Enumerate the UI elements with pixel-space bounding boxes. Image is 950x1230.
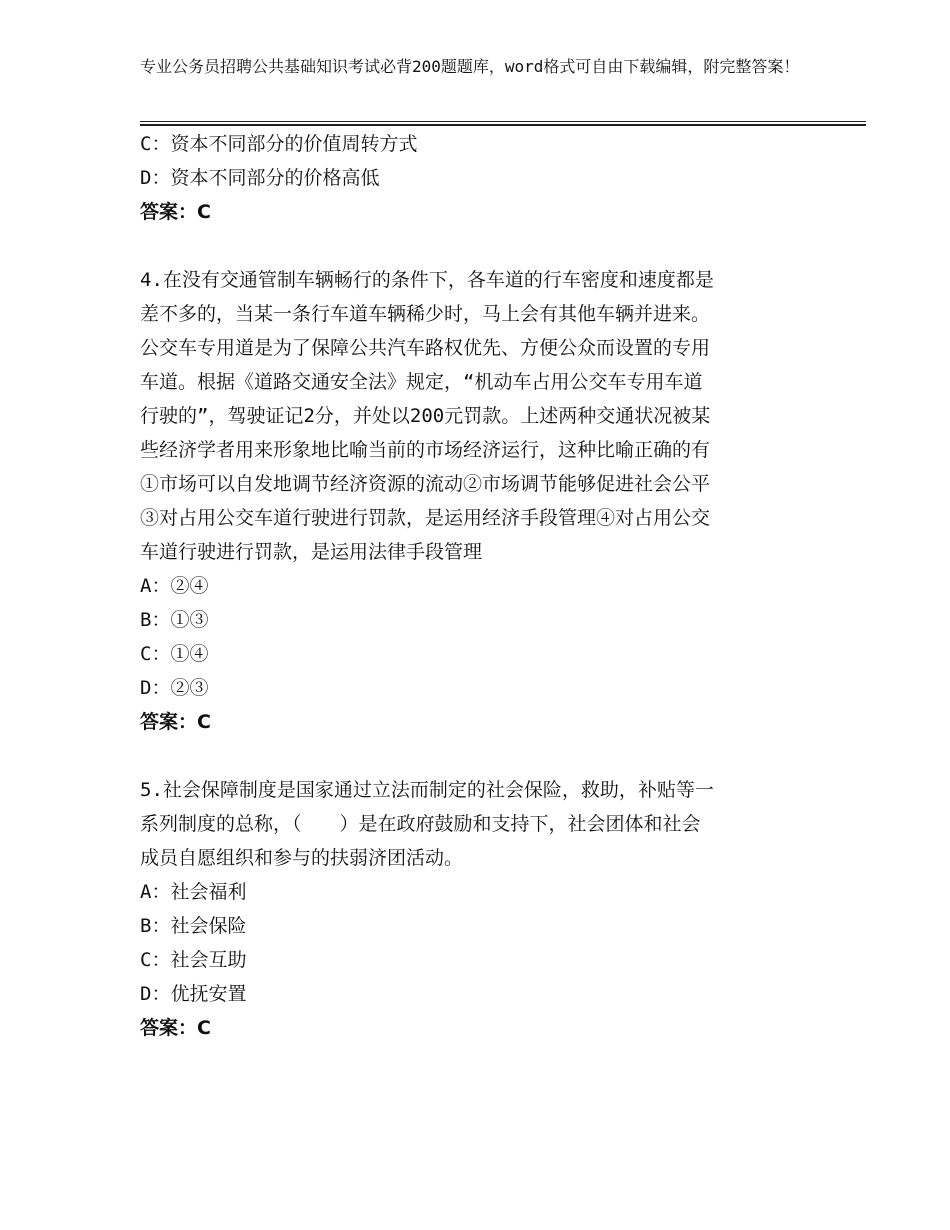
spacer: [140, 739, 820, 773]
stem-line: 系列制度的总称，（ ）是在政府鼓励和支持下，社会团体和社会: [140, 813, 701, 835]
question-4: [140, 263, 820, 739]
question-stem: [140, 773, 810, 875]
option-c: C：社会互助: [140, 949, 247, 971]
stem-line: 公交车专用道是为了保障公共汽车路权优先、方便公众而设置的专用: [140, 337, 711, 359]
option-c: C：①④: [140, 643, 209, 665]
question-3-tail: [140, 127, 820, 229]
stem-line: 4.在没有交通管制车辆畅行的条件下，各车道的行车密度和速度都是: [140, 269, 714, 291]
page-header: 专业公务员招聘公共基础知识考试必背200题题库，word格式可自由下载编辑，附完整答案！: [140, 57, 800, 76]
spacer: [140, 229, 820, 263]
option-d: D：②③: [140, 677, 209, 699]
stem-line: ①市场可以自发地调节经济资源的流动②市场调节能够促进社会公平: [140, 473, 711, 495]
answer-line: 答案：C: [140, 201, 211, 223]
option-a: A：社会福利: [140, 881, 247, 903]
stem-line: 车道行驶进行罚款，是运用法律手段管理: [140, 541, 483, 563]
option-b: B：社会保险: [140, 915, 247, 937]
stem-line: 些经济学者用来形象地比喻当前的市场经济运行，这种比喻正确的有: [140, 439, 711, 461]
question-5: [140, 773, 820, 1045]
answer-line: 答案：C: [140, 1017, 211, 1039]
option-b: B：①③: [140, 609, 209, 631]
stem-line: 差不多的，当某一条行车道车辆稀少时，马上会有其他车辆并进来。: [140, 303, 711, 325]
question-stem: [140, 263, 810, 569]
question-content: [140, 127, 820, 1045]
header-divider: [140, 121, 866, 126]
answer-line: 答案：C: [140, 711, 211, 733]
option-d: D：资本不同部分的价格高低: [140, 167, 380, 189]
option-c: C：资本不同部分的价值周转方式: [140, 133, 418, 155]
stem-line: 车道。根据《道路交通安全法》规定，“机动车占用公交车专用车道: [140, 371, 703, 393]
option-a: A：②④: [140, 575, 209, 597]
stem-line: 行驶的”，驾驶证记2分，并处以200元罚款。上述两种交通状况被某: [140, 405, 711, 427]
stem-line: ③对占用公交车道行驶进行罚款，是运用经济手段管理④对占用公交: [140, 507, 711, 529]
stem-line: 5.社会保障制度是国家通过立法而制定的社会保险，救助，补贴等一: [140, 779, 714, 801]
stem-line: 成员自愿组织和参与的扶弱济团活动。: [140, 847, 464, 869]
option-d: D：优抚安置: [140, 983, 247, 1005]
